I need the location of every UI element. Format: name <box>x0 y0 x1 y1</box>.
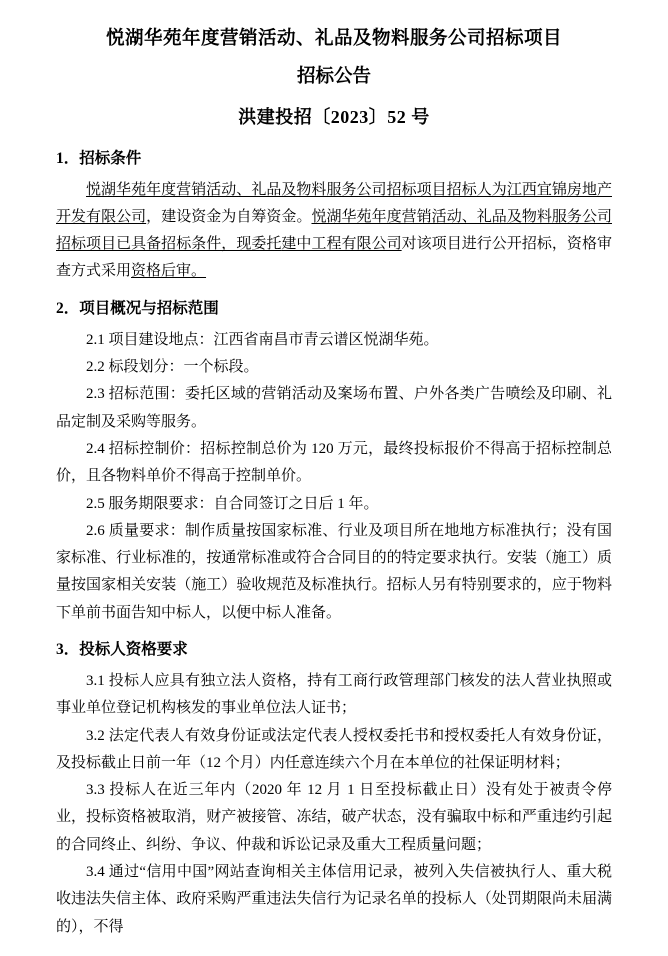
paragraph-2-5: 2.5 服务期限要求：自合同签订之日后 1 年。 <box>86 495 379 512</box>
paragraph-3-2: 3.2 法定代表人有效身份证或法定代表人授权委托书和授权委托人有效身份证，及投标截止日前一年（12 个月）内任意连续六个月在本单位的社保证明材料； <box>56 727 612 771</box>
paragraph-2-1: 2.1 项目建设地点：江西省南昌市青云谱区悦湖华苑。 <box>86 331 439 348</box>
section-heading-1: 1．招标条件 <box>56 149 142 167</box>
run-tender-method: 对该项目进行公开招标，资格审查方式采用 <box>56 236 612 280</box>
run-conditions: 悦湖华苑年度营销活动、礼品及物料服务公司招标项目已具备招标条件，现委托 <box>56 208 612 253</box>
paragraph-2-3: 2.3 招标范围：委托区域的营销活动及案场布置、户外各类广告喷绘及印刷、礼品定制及采购等服务。 <box>56 386 612 430</box>
paragraph-3-1: 3.1 投标人应具有独立法人资格，持有工商行政管理部门核发的法人营业执照或事业单位登记机构核发的事业单位法人证书； <box>56 673 612 717</box>
page-subtitle: 招标公告 <box>296 66 371 87</box>
run-bidder-name: 江西宜锦房地产开发有限公司 <box>56 181 612 225</box>
paragraph-2-4: 2.4 招标控制价：招标控制总价为 120 万元，最终投标报价不得高于招标控制总价，且各物料单价不得高于控制单价。 <box>56 440 612 485</box>
run-qualification-review: 资格后审。 <box>131 263 207 280</box>
page-title: 悦湖华苑年度营销活动、礼品及物料服务公司招标项目 <box>105 29 562 49</box>
paragraph-2-6: 2.6 质量要求：制作质量按国家标准、行业及项目所在地地方标准执行；没有国家标准、行业标准的，按通常标准或符合合同目的的特定要求执行。安装（施工）质量按国家相关安装（施工）验收规范及标准执行。招标人另有特别要求的，应于物料下单前书面告知中标人，以便中标人准备。 <box>56 522 612 621</box>
run-agency-name: 建中工程有限公司 <box>281 236 402 253</box>
paragraph-1-1 <box>56 177 612 286</box>
paragraph-3-4: 3.4 通过“信用中国”网站查询相关主体信用记录，被列入失信被执行人、重大税收违法失信主体、政府采购严重违法失信行为记录名单的投标人（处罚期限尚未届满的），不得 <box>56 864 612 935</box>
section-heading-3: 3．投标人资格要求 <box>56 640 188 658</box>
document-number: 洪建投招〔2023〕52 号 <box>238 106 430 127</box>
paragraph-3-3: 3.3 投标人在近三年内（2020 年 12 月 1 日至投标截止日）没有处于被责令停业，投标资格被取消，财产被接管、冻结，破产状态，没有骗取中标和严重违约引起的合同终止、纠纷、争议、仲裁和诉讼记录及重大工程质量问题； <box>56 782 612 853</box>
run-funding: ，建设资金为自筹资金。 <box>146 208 312 225</box>
paragraph-2-2: 2.2 标段划分：一个标段。 <box>86 359 259 376</box>
run-bidder-project: 悦湖华苑年度营销活动、礼品及物料服务公司招标项目招标人为 <box>86 181 507 198</box>
section-heading-2: 2．项目概况与招标范围 <box>56 299 219 317</box>
